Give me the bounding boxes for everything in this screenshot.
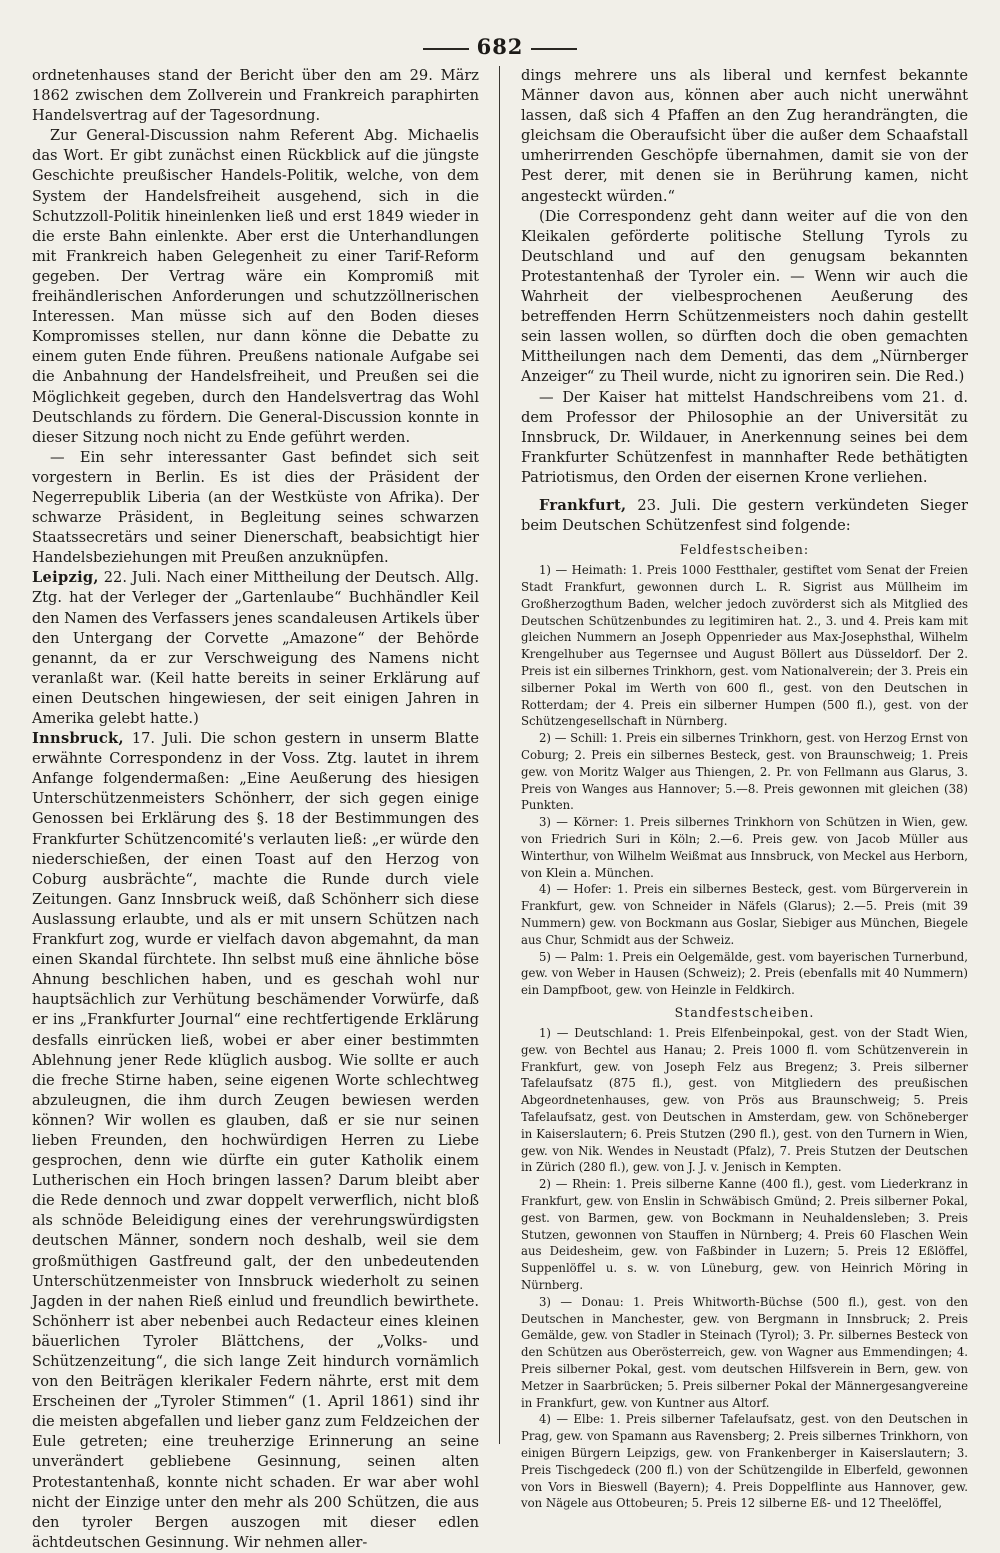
- column-divider: [499, 66, 500, 1444]
- paragraph-text: Zur General-Discussion nahm Referent Abg. Michaelis das Wort. Er gibt zunächst einen Rückblick auf die jüngste Geschichte preußischer Handels-Politik, welche, von dem System der Handelsfreiheit ausgehend, sich in die Schutzzoll-Politik hineinlenken ließ und erst 1849 wieder in die erste Bahn einlenkte. Aber erst die Unterhandlungen mit Frankreich haben Gelegenheit zu einer Tarif-Reform gegeben. Der Vertrag wäre ein Kompromiß mit freihändlerischen Anforderungen und schutzzöllnerischen Interessen. Man müsse sich auf den Boden dieses Kompromisses stellen, nur dann könne die Debatte zu einem guten Ende führen. Preußens nationale Aufgabe sei die Anbahnung der Handelsfreiheit, und Preußen sei die Möglichkeit gegeben, durch den Handelsvertrag das Wohl Deutschlands zu fördern. Die General-Discussion konnte in dieser Sitzung noch nicht zu Ende geführt werden.: [32, 127, 479, 446]
- article-paragraph: [32, 448, 479, 569]
- article-paragraph: [32, 729, 479, 1553]
- prize-entry: 4) — Hofer: 1. Preis ein silbernes Besteck, gest. vom Bürgerverein in Frankfurt, gew. von Schneider in Näfels (Glarus); 2.—5. Preis (mit 39 Nummern) gew. von Bockmann aus Goslar, Siebiger aus München, Biegele aus Chur, Schmidt aus der Schweiz.: [521, 882, 968, 947]
- paragraph-text: 22. Juli. Nach einer Mittheilung der Deutsch. Allg. Ztg. hat der Verleger der „Gartenlaube“ Buchhändler Keil den Namen des Verfassers jenes scandaleusen Artikels über den Untergang der Corvette „Amazone“ der Behörde genannt, da er zur Verschweigung des Namens nicht veranlaßt war. (Keil hatte bereits in seiner Erklärung auf einen Deutschen hingewiesen, der seit einigen Jahren in Amerika gelebt hatte.): [32, 569, 479, 727]
- article-paragraph: [521, 66, 968, 207]
- prize-entry: 2) — Schill: 1. Preis ein silbernes Trinkhorn, gest. von Herzog Ernst von Coburg; 2. Preis ein silbernes Besteck, gest. von Braunschweig; 1. Preis gew. von Moritz Walger aus Thiengen, 2. Pr. von Fellmann aus Glarus, 3. Preis von Wanges aus Hannover; 5.—8. Preis gewonnen mit gleichen (38) Punkten.: [521, 731, 968, 813]
- article-paragraph: [521, 388, 968, 488]
- spacer: [521, 488, 968, 496]
- paragraph-text: — Der Kaiser hat mittelst Handschreibens vom 21. d. dem Professor der Philosophie an der Universität zu Innsbruck, Dr. Wildauer, in Anerkennung seines bei dem Frankfurter Schützenfest in mannhafter Rede bethätigten Patriotismus, den Orden der eisernen Krone verliehen.: [521, 388, 968, 486]
- dateline-place: Innsbruck,: [32, 730, 124, 748]
- paragraph-text: — Ein sehr interessanter Gast befindet sich seit vorgestern in Berlin. Es ist dies der Präsident der Negerrepublik Liberia (an der Westküste von Afrika). Der schwarze Präsident, in Begleitung seines schwarzen Staatssecretärs und seiner Dienerschaft, beabsichtigt hier Handelsbeziehungen mit Preußen anzuknüpfen.: [32, 448, 479, 567]
- prize-entry: 2) — Rhein: 1. Preis silberne Kanne (400 fl.), gest. vom Liederkranz in Frankfurt, gew. von Enslin in Schwäbisch Gmünd; 2. Preis silberner Pokal, gest. von Barmen, gew. von Bockmann in Neuhaldensleben; 3. Preis Stutzen, gewonnen von Stauffen in Nürnberg; 4. Preis 60 Flaschen Wein aus Deidesheim, gew. von Faßbinder in Luzern; 5. Preis 12 Eßlöffel, Suppenlöffel u. s. w. von Lüneburg, gew. von Heinrich Möring in Nürnberg.: [521, 1177, 968, 1293]
- prize-entry: 3) — Donau: 1. Preis Whitworth-Büchse (500 fl.), gest. von den Deutschen in Manchester, gew. von Bergmann in Innsbruck; 2. Preis Gemälde, gew. von Stadler in Steinach (Tyrol); 3. Pr. silbernes Besteck von den Schützen aus Oberösterreich, gew. von Wagner aus Emmendingen; 4. Preis silberner Pokal, gest. vom deutschen Hilfsverein in Bern, gew. von Metzer in Saarbrücken; 5. Preis silberner Pokal der Männergesangvereine in Frankfurt, gew. von Kuntner aus Altorf.: [521, 1294, 968, 1410]
- paragraph-text: ordnetenhauses stand der Bericht über den am 29. März 1862 zwischen dem Zollverein und Frankreich paraphirten Handelsvertrag auf der Tagesordnung.: [32, 67, 479, 125]
- page-number: 682: [0, 34, 1000, 59]
- section-heading-standfestscheiben: Standfestscheiben.: [674, 1004, 815, 1020]
- prize-entry: 1) — Deutschland: 1. Preis Elfenbeinpokal, gest. von der Stadt Wien, gew. von Bechtel aus Hanau; 2. Preis 1000 fl. vom Schützenverein in Frankfurt, gew. von Joseph Felz aus Bregenz; 3. Preis silberner Tafelaufsatz (875 fl.), gest. von Mitgliedern des preußischen Abgeordnetenhauses, gew. von Prös aus Braunschweig; 5. Preis Tafelaufsatz, gest. von Deutschen in Amsterdam, gew. von Schöneberger in Kaiserslautern; 6. Preis Stutzen (290 fl.), gest. von den Turnern in Wien, gew. von Nik. Wendes in Neustadt (Pfalz), 7. Preis Stutzen der Deutschen in Zürich (280 fl.), gew. von J. J. v. Jenisch in Kempten.: [521, 1026, 968, 1175]
- prize-entry: 3) — Körner: 1. Preis silbernes Trinkhorn von Schützen in Wien, gew. von Friedrich Suri in Köln; 2.—6. Preis gew. von Jacob Müller aus Winterthur, von Wilhelm Weißmat aus Innsbruck, von Meckel aus Herborn, von Klein a. München.: [521, 815, 968, 880]
- article-paragraph: [521, 496, 968, 536]
- paragraph-text: (Die Correspondenz geht dann weiter auf die von den Kleikalen geförderte politische Stellung Tyrols zu Deutschland und auf den genugsam bekannten Protestantenhaß der Tyroler ein. — Wenn wir auch die Wahrheit der vielbesprochenen Aeußerung des betreffenden Herrn Schützenmeisters noch dahin gestellt sein lassen wollen, so dürften doch die oben gemachten Mittheilungen nach dem Dementi, das dem „Nürnberger Anzeiger“ zu Theil wurde, nicht zu ignoriren sein. Die Red.): [521, 207, 968, 386]
- article-paragraph: [32, 568, 479, 729]
- left-column: [32, 66, 479, 1551]
- prize-entry: 1) — Heimath: 1. Preis 1000 Festthaler, gestiftet vom Senat der Freien Stadt Frankfurt, gewonnen durch L. R. Sigrist aus Müllheim im Großherzogthum Baden, welcher jedoch zuvörderst sich als Mitglied des Deutschen Schützenbundes zu legitimiren hat. 2., 3. und 4. Preis kam mit gleichen Nummern an Joseph Oppenrieder aus Max-Josephsthal, Wilhelm Krengelhuber aus Tegernsee und August Böllert aus Düsseldorf. Der 2. Preis ist ein silbernes Trinkhorn, gest. vom Nationalverein; der 3. Preis ein silberner Pokal im Werth von 600 fl., gest. von den Deutschen in Rotterdam; der 4. Preis ein silberner Humpen (500 fl.), gest. von der Schützengesellschaft in Nürnberg.: [521, 563, 968, 729]
- dateline-place: Leipzig,: [32, 569, 99, 587]
- paragraph-text: dings mehrere uns als liberal und kernfest bekannte Männer davon aus, können aber auch nicht unerwähnt lassen, daß sich 4 Pfaffen an den Zug herandrängten, die gleichsam die Oberaufsicht über die außer dem Schaafstall umherirrenden Geschöpfe übernahmen, damit sie von der Pest derer, mit denen sie in Berührung kamen, nicht angesteckt würden.“: [521, 67, 968, 205]
- section-heading-feldfestscheiben: Feldfestscheiben:: [679, 542, 810, 558]
- prize-entry: 4) — Elbe: 1. Preis silberner Tafelaufsatz, gest. von den Deutschen in Prag, gew. von Spamann aus Ravensberg; 2. Preis silbernes Trinkhorn, von einigen Bürgern Leipzigs, gew. von Frankenberger in Kaiserslautern; 3. Preis Tischgedeck (200 fl.) von der Schützengilde in Elberfeld, gewonnen von Vors in Bieswell (Bayern); 4. Preis Doppelflinte aus Hannover, gew. von Nägele aus Ottobeuren; 5. Preis 12 silberne Eß- und 12 Theelöffel,: [521, 1412, 968, 1511]
- dateline-place: Frankfurt,: [539, 496, 627, 514]
- paragraph-text: 23. Juli. Die gestern verkündeten Sieger beim Deutschen Schützenfest sind folgende:: [521, 496, 969, 535]
- paragraph-text: 17. Juli. Die schon gestern in unserm Blatte erwähnte Correspondenz in der Voss. Ztg. lautet in ihrem Anfange folgendermaßen: „Eine Aeußerung des hiesigen Unterschützenmeisters Schönherr, der sich gegen einige Genossen bei Erklärung des §. 18 der Bestimmungen des Frankfurter Schützencomité's verlauten ließ: „er würde den niederschießen, der einen Toast auf den Herzog von Coburg ausbrächte“, machte die Runde durch viele Zeitungen. Ganz Innsbruck weiß, daß Schönherr sich diese Auslassung erlaubte, und als er mit unsern Schützen nach Frankfurt zog, wurde er vielfach davon abgemahnt, da man einen Skandal fürchtete. Ihn selbst muß eine ähnliche böse Ahnung beschlichen haben, und es geschah wohl nur hauptsächlich zur Verhütung beschämender Vorwürfe, daß er ins „Frankfurter Journal“ eine rechtfertigende Erklärung desfalls einrücken ließ, wobei er aber einer bestimmten Ablehnung jener Rede klüglich ausbog. Wie sollte er auch die freche Stirne haben, seine eigenen Worte schlechtweg abzuleugnen, die ihm durch Zeugen bewiesen werden können? Wir wollen es glauben, daß er sie nur seinen lieben Freunden, den hochwürdigen Herren zu Liebe gesprochen, denn wie dürfte ein guter Katholik einem Lutherischen ein Hoch bringen lassen? Darum bleibt aber die Rede dennoch und zwar doppelt verwerflich, nicht bloß als schnöde Beleidigung eines der verehrungswürdigsten deutschen Männer, sondern noch deshalb, weil sie dem großmüthigen Gastfreund galt, der den unbedeutenden Unterschützenmeister von Innsbruck wiederholt zu seinen Jagden in der nahen Rieß einlud und freundlich bewirthete. Schönherr ist aber nebenbei auch Redacteur eines kleinen bäuerlichen Tyroler Blättchens, der „Volks- und Schützenzeitung“, die sich lange Zeit hindurch vornämlich von den Beiträgen klerikaler Federn nährte, erst mit dem Erscheinen der „Tyroler Stimmen“ (1. April 1861) sind ihr die meisten abgefallen und lieber ganz zum Feldzeichen der Eule getreten; eine treuherzige Erinnerung an seine unverändert gebliebene Gesinnung, seinen alten Protestantenhaß, konnte nicht schaden. Er war aber wohl nicht der Einzige unter den mehr als 200 Schützen, die aus den tyroler Bergen auszogen mit dieser edlen ächtdeutschen Gesinnung. Wir nehmen aller-: [32, 730, 479, 1551]
- article-paragraph: [32, 66, 479, 126]
- article-paragraph: [32, 126, 479, 448]
- article-paragraph: [521, 207, 968, 388]
- prize-entry: 5) — Palm: 1. Preis ein Oelgemälde, gest. vom bayerischen Turnerbund, gew. von Weber in Hausen (Schweiz); 2. Preis (ebenfalls mit 40 Nummern) ein Dampfboot, gew. von Heinzle in Feldkirch.: [521, 949, 968, 998]
- right-column: [521, 66, 969, 1511]
